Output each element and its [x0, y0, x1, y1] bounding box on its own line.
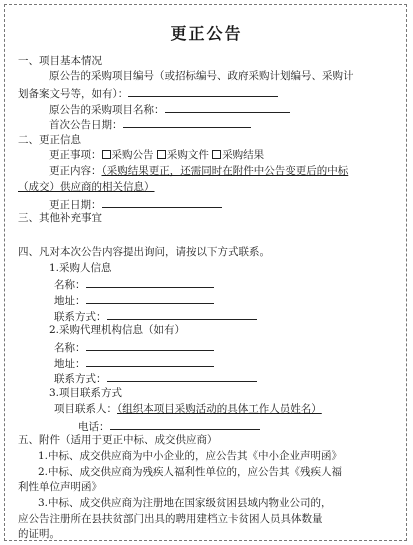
purchaser-contact-label: 联系方式：	[54, 311, 107, 323]
attachment-2-line-2: 利性单位声明函》	[18, 481, 102, 493]
correction-date-label: 更正日期：	[49, 199, 102, 211]
agency-info-heading: 2.采购代理机构信息（如有）	[49, 324, 186, 336]
agency-contact-blank[interactable]	[107, 371, 257, 382]
project-contact-person-label: 项目联系人：	[54, 403, 117, 415]
first-notice-date-blank[interactable]	[123, 117, 251, 128]
section-3-heading: 三、其他补充事宜	[18, 212, 102, 224]
attachment-3-line-1: 3.中标、成交供应商为注册地在国家级贫困县域内物业公司的，	[38, 497, 332, 509]
project-contact-person-row	[54, 403, 322, 416]
original-project-number-line-1: 原公告的采购项目编号（或招标编号、政府采购计划编号、采购计	[49, 70, 354, 82]
phone-blank[interactable]	[110, 419, 260, 430]
section-5-heading: 五、附件（适用于更正中标、成交供应商）	[18, 434, 218, 446]
original-project-number-blank[interactable]	[128, 86, 278, 97]
checkbox-procurement-notice[interactable]	[102, 150, 111, 159]
original-project-number-field	[18, 86, 278, 101]
option-procurement-documents: 采购文件	[166, 149, 209, 161]
original-project-number-label: 划备案文号等，如有）：	[18, 88, 129, 100]
purchaser-name-field	[54, 277, 214, 292]
agency-address-blank[interactable]	[86, 356, 214, 367]
attachment-2-line-1: 2.中标、成交供应商为残疾人福利性单位的，应公告其《残疾人福	[38, 466, 343, 478]
checkbox-procurement-documents[interactable]	[157, 150, 166, 159]
correction-content-text-1: （采购结果更正，还需同时在附件中公告变更后的中标	[101, 165, 349, 177]
phone-field	[78, 419, 260, 434]
agency-address-label: 地址：	[54, 358, 86, 370]
section-2-heading: 二、更正信息	[18, 134, 81, 146]
attachment-3-line-2: 应公告注册所在县扶贫部门出具的聘用建档立卡贫困人员具体数量	[18, 513, 323, 525]
agency-name-blank[interactable]	[86, 340, 214, 351]
attachment-1: 1.中标、成交供应商为中小企业的，应公告其《中小企业声明函》	[38, 450, 343, 462]
page-title: 更正公告	[170, 24, 243, 43]
agency-name-field	[54, 340, 214, 355]
option-procurement-results: 采购结果	[222, 149, 265, 161]
first-notice-date-field	[49, 117, 251, 132]
section-1-heading: 一、项目基本情况	[18, 55, 102, 67]
correction-content-line-2	[18, 181, 155, 194]
agency-address-field	[54, 356, 214, 371]
purchaser-name-label: 名称：	[54, 279, 86, 291]
original-project-name-field	[49, 102, 290, 117]
attachment-3-line-3: 的证明。	[18, 528, 60, 540]
agency-contact-field	[54, 371, 257, 386]
correction-content-label: 更正内容：	[49, 165, 102, 177]
correction-content-text-2: （成交）供应商的相关信息）	[18, 181, 155, 193]
correction-date-blank[interactable]	[102, 197, 222, 208]
original-project-name-label: 原公告的采购项目名称：	[49, 104, 165, 116]
option-procurement-notice: 采购公告	[111, 149, 154, 161]
phone-label: 电话：	[78, 421, 110, 433]
purchaser-address-blank[interactable]	[86, 293, 214, 304]
section-4-heading: 四、凡对本次公告内容提出询问，请按以下方式联系。	[18, 246, 270, 258]
correction-items-label: 更正事项：	[49, 149, 102, 161]
purchaser-contact-field	[54, 309, 257, 324]
first-notice-date-label: 首次公告日期：	[49, 119, 123, 131]
purchaser-name-blank[interactable]	[86, 277, 214, 288]
purchaser-address-label: 地址：	[54, 295, 86, 307]
purchaser-info-heading: 1.采购人信息	[49, 262, 112, 274]
agency-contact-label: 联系方式：	[54, 373, 107, 385]
project-contact-person-value: （组织本项目采购活动的具体工作人员姓名）	[117, 403, 322, 415]
original-project-name-blank[interactable]	[165, 102, 290, 113]
project-contact-heading: 3.项目联系方式	[49, 387, 123, 399]
correction-content-row	[49, 165, 348, 178]
checkbox-procurement-results[interactable]	[212, 150, 221, 159]
purchaser-contact-blank[interactable]	[107, 309, 257, 320]
correction-date-field	[49, 197, 222, 212]
purchaser-address-field	[54, 293, 214, 308]
agency-name-label: 名称：	[54, 342, 86, 354]
correction-items-row	[49, 149, 264, 162]
